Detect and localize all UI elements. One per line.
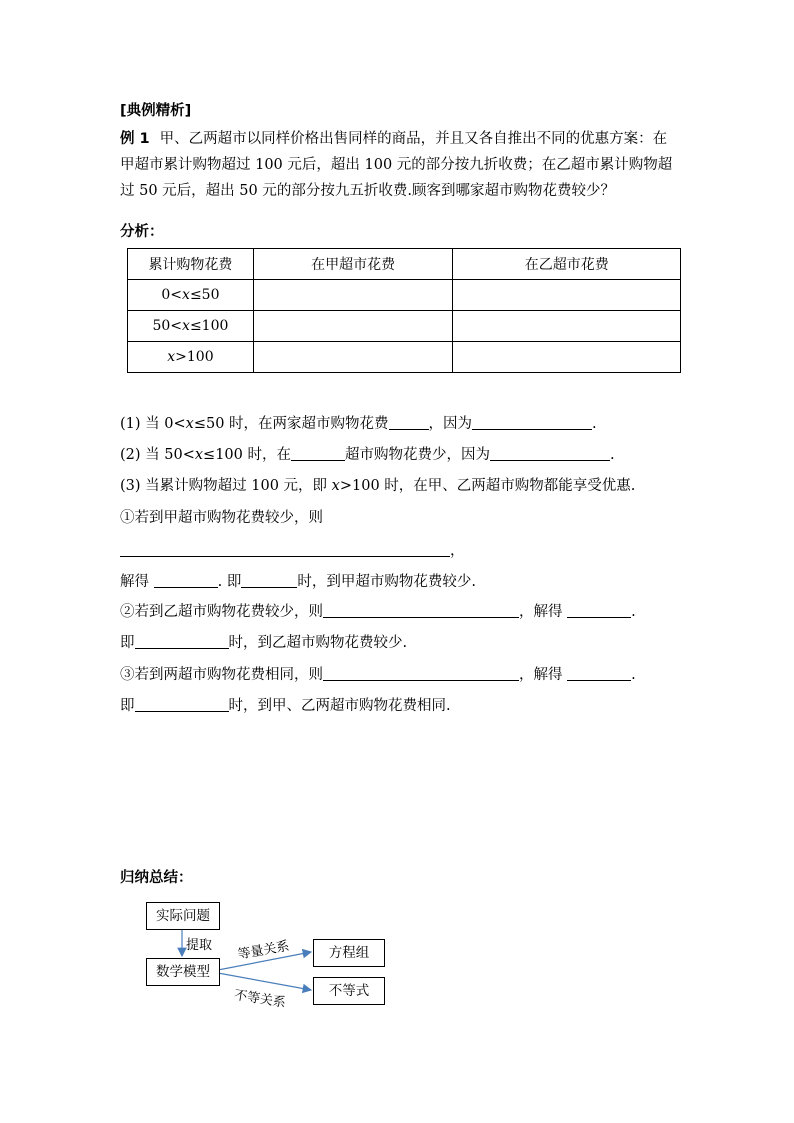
q3-prefix: (3) 当累计购物超过 100 元，即 <box>120 478 332 494</box>
section-title: [典例精析] <box>120 103 192 119</box>
q3-var: x <box>331 478 340 494</box>
case-1-intro: ①若到甲超市购物花费较少，则 <box>120 510 323 526</box>
q3-mid: >100 时，在甲、乙两超市购物都能享受优惠. <box>339 478 636 494</box>
q2-prefix: (2) 当 50< <box>120 447 195 463</box>
c2-ji: 即 <box>120 635 135 651</box>
range-var: x <box>182 287 190 303</box>
box-actual-problem: 实际问题 <box>146 902 220 930</box>
c1-solve: 解得 <box>120 574 149 590</box>
c3-intro: ③若到两超市购物花费相同，则 <box>120 667 323 683</box>
c2-solve: ，解得 <box>519 604 563 620</box>
q1-prefix: (1) 当 0< <box>120 416 186 432</box>
q1-var: x <box>185 416 194 432</box>
c3-ji: 即 <box>120 698 135 714</box>
q2-var: x <box>194 447 204 463</box>
example-text: 甲、乙两超市以同样价格出售同样的商品，并且又各自推出不同的优惠方案：在甲超市累计购物超过 100 元后，超出 100 元的部分按九折收费；在乙超市累计购物超过 50 元后，超出 50 元的部分按九五折收费.顾客到哪家超市购物花费较少？ <box>120 131 673 199</box>
range-var: x <box>167 349 176 365</box>
q2-mid2: 超市购物花费少，因为 <box>344 447 490 463</box>
summary-title: 归纳总结： <box>120 870 193 886</box>
label-equal-relation: 等量关系 <box>236 938 291 963</box>
example-label: 例 1 <box>120 131 150 147</box>
q1-mid: ≤50 时，在两家超市购物花费 <box>193 416 389 432</box>
box-inequality: 不等式 <box>313 977 385 1005</box>
box-equation-system: 方程组 <box>313 939 385 967</box>
c2-tail: 时，到乙超市购物花费较少. <box>228 635 408 651</box>
c1-dot: . 即 <box>217 574 242 590</box>
c2-intro: ②若到乙超市购物花费较少，则 <box>120 604 323 620</box>
range-end: ≤50 <box>189 287 220 303</box>
box-math-model: 数学模型 <box>146 958 220 986</box>
unequal-arrow <box>218 973 311 990</box>
c3-solve: ，解得 <box>519 667 563 683</box>
range-start: 0< <box>161 287 183 303</box>
c1-tail: 时，到甲超市购物花费较少. <box>297 574 476 590</box>
table-header-cell: 在乙超市花费 <box>453 249 681 280</box>
q1-mid2: ，因为 <box>428 416 473 432</box>
label-unequal-relation: 不等关系 <box>233 987 287 1011</box>
c2-end: . <box>631 604 636 620</box>
c3-end: . <box>631 667 636 683</box>
table-header-cell: 在甲超市花费 <box>253 249 453 280</box>
label-extract: 提取 <box>186 938 213 953</box>
q1-end: . <box>592 416 597 432</box>
range-var: x <box>182 318 190 334</box>
c3-tail: 时，到甲、乙两超市购物花费相同. <box>228 698 451 714</box>
table-header-cell: 累计购物花费 <box>128 249 254 280</box>
analysis-label: 分析： <box>120 224 164 240</box>
range-end: >100 <box>175 349 214 365</box>
c1-comma: ， <box>450 543 465 559</box>
q2-mid: ≤100 时，在 <box>203 447 291 463</box>
range-end: ≤100 <box>189 318 229 334</box>
q2-end: . <box>609 447 615 463</box>
range-start: 50< <box>152 318 183 334</box>
